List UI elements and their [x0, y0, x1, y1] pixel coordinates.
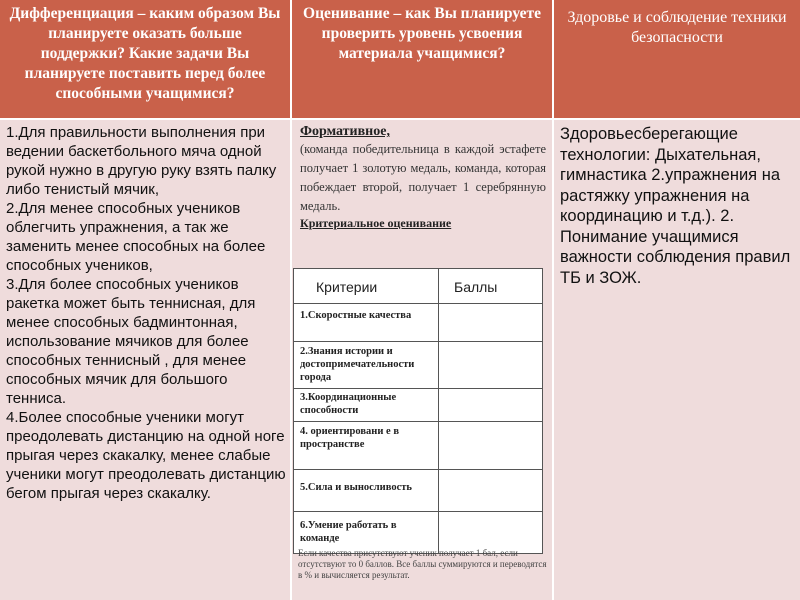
header-assessment: Оценивание – как Вы планируете проверить уровень усвоения материала учащимися?: [292, 0, 552, 118]
formative-title: Формативное,: [300, 124, 390, 139]
formative-text: (команда победительница в каждой эстафете получает 1 золотую медаль, команда, которая побеждает второй, получает 1 серебрянную медаль.: [300, 142, 546, 213]
differentiation-paragraph: 4.Более способные ученики могут преодолевать дистанцию на одной ноге прыгая через скакалку, менее слабые ученики могут преодолевать дистанцию бегом прыгая через скакалку.: [6, 409, 286, 502]
header-health-safety: Здоровье и соблюдение техники безопасности: [554, 0, 800, 118]
criteria-row: 2.Знания истории и достопримечательности города: [300, 346, 415, 383]
header-differentiation: Дифференциация – каким образом Вы планируете оказать больше поддержки? Какие задачи Вы планируете поставить перед более способными учащимися?: [0, 0, 290, 118]
differentiation-paragraph: 3.Для более способных учеников ракетка может быть теннисная, для менее способных бадминтонная, использование мячиков для более способных теннисный , для менее способных мячик для большого тенниса.: [6, 276, 256, 407]
criteria-row: 1.Скоростные качества: [300, 310, 412, 321]
differentiation-cell: [0, 120, 290, 600]
differentiation-paragraph: 2.Для менее способных учеников облегчить упражнения, а так же заменить менее способных на более способных учеников,: [6, 200, 266, 274]
differentiation-paragraph: 1.Для правильности выполнения при ведении баскетбольного мяча одной рукой нужно в другую руку взять палку либо тенистый мячик,: [6, 124, 277, 198]
criteria-table-header: [294, 269, 542, 303]
row-divider: [294, 511, 542, 512]
row-divider: [294, 341, 542, 342]
criteria-row: 4. ориентировани е в пространстве: [300, 426, 399, 450]
criteria-footnote: Если качества присутствуют ученик получает 1 бал, если отсутствуют то 0 баллов. Все баллы суммируются и переводятся в % и вычисляется результат.: [298, 548, 547, 580]
health-safety-cell: [554, 120, 800, 600]
health-safety-text: Здоровьесберегающие технологии: Дыхательная, гимнастика 2.упражнения на растяжку упражнения на координацию и т.д.). 2. Понимание учащимися важности соблюдения правил ТБ и ЗОЖ.: [560, 125, 791, 287]
row-divider: [294, 303, 542, 304]
criteria-row: 3.Координационные способности: [300, 392, 397, 416]
criteria-column-header: Критерии: [316, 279, 378, 295]
row-divider: [294, 388, 542, 389]
criteria-table: [293, 268, 543, 554]
criteria-title: Критериальное оценивание: [300, 216, 452, 230]
row-divider: [294, 421, 542, 422]
points-column-header: Баллы: [454, 279, 498, 295]
row-divider: [294, 469, 542, 470]
criteria-row: 6.Умение работать в команде: [300, 520, 397, 544]
criteria-row: 5.Сила и выносливость: [300, 482, 412, 493]
